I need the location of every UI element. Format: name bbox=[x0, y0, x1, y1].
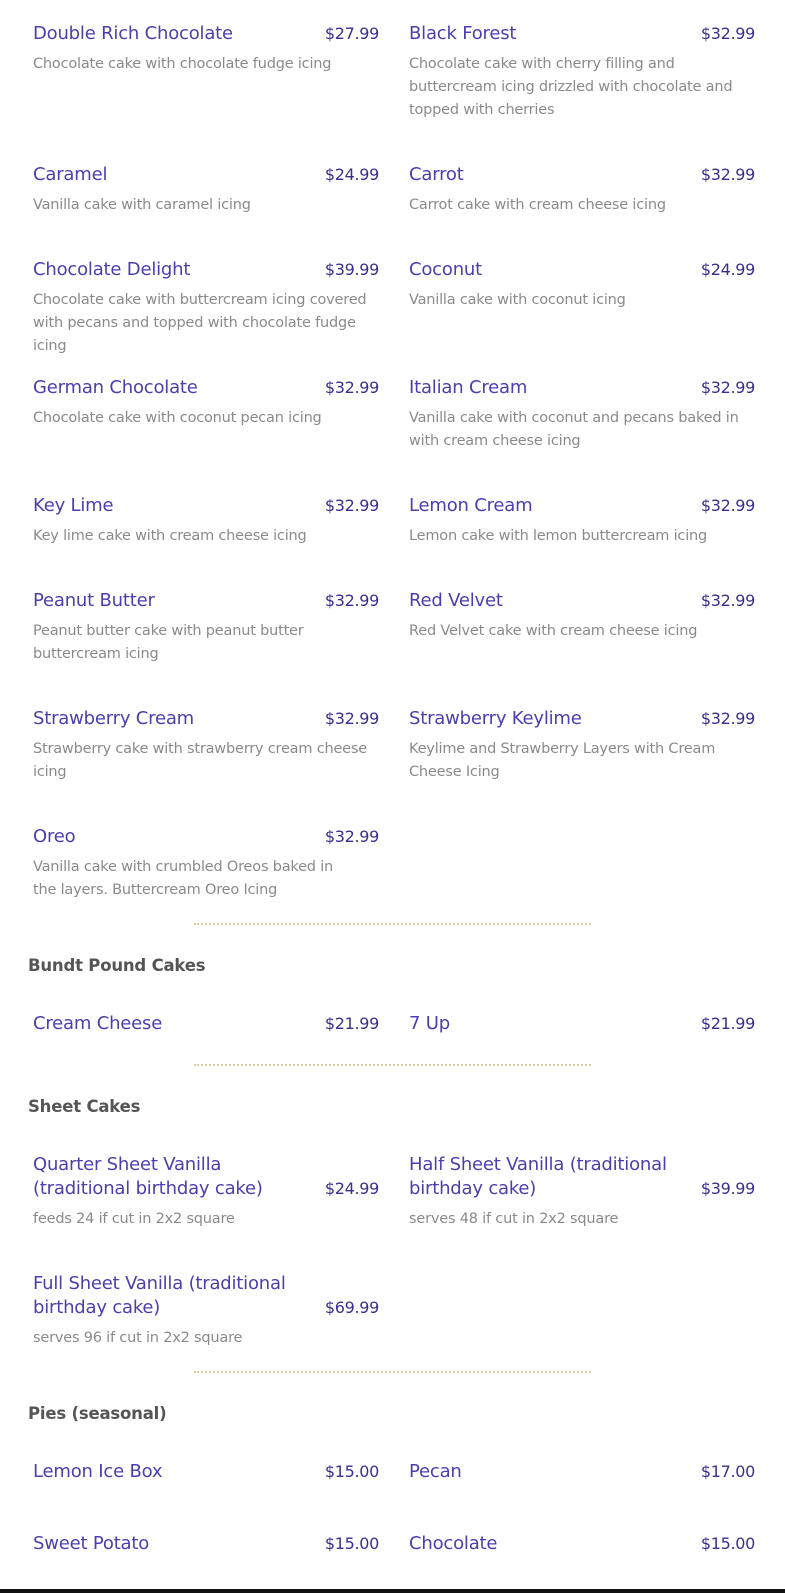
menu-item-cream-cheese[interactable] bbox=[33, 1012, 379, 1040]
menu-item-lemon-ice-box[interactable] bbox=[33, 1460, 379, 1488]
item-description: Strawberry cake with strawberry cream cheese icing bbox=[33, 741, 367, 780]
item-description: Lemon cake with lemon buttercream icing bbox=[409, 528, 708, 544]
menu-item-7-up[interactable] bbox=[409, 1012, 755, 1040]
item-description: Vanilla cake with crumbled Oreos baked in the layers. Buttercream Oreo Icing bbox=[33, 859, 334, 898]
item-price: $24.99 bbox=[324, 1179, 379, 1198]
item-name: Black Forest bbox=[409, 23, 517, 44]
item-price: $21.99 bbox=[700, 1014, 755, 1033]
item-name: Cream Cheese bbox=[33, 1013, 163, 1034]
item-price: $32.99 bbox=[700, 496, 755, 515]
menu-item-chocolate-delight[interactable] bbox=[33, 258, 379, 354]
section-heading-bundt-pound-cakes: Bundt Pound Cakes bbox=[28, 956, 206, 975]
item-name: Peanut Butter bbox=[33, 590, 155, 611]
item-price: $32.99 bbox=[700, 591, 755, 610]
section-divider bbox=[194, 1371, 591, 1373]
item-price: $15.00 bbox=[324, 1462, 379, 1481]
item-name: 7 Up bbox=[409, 1013, 450, 1034]
section-heading-sheet-cakes: Sheet Cakes bbox=[28, 1097, 141, 1116]
item-description: Keylime and Strawberry Layers with Cream Cheese Icing bbox=[409, 741, 716, 780]
menu-item-german-chocolate[interactable] bbox=[33, 376, 379, 436]
item-price: $32.99 bbox=[700, 709, 755, 728]
item-description: Chocolate cake with chocolate fudge icing bbox=[33, 56, 332, 72]
menu-item-strawberry-keylime[interactable] bbox=[409, 707, 755, 787]
item-name: Quarter Sheet Vanilla (traditional birthday cake) bbox=[33, 1154, 263, 1199]
item-price: $21.99 bbox=[324, 1014, 379, 1033]
item-description: Vanilla cake with coconut icing bbox=[409, 292, 626, 308]
item-price: $32.99 bbox=[324, 709, 379, 728]
item-price: $69.99 bbox=[324, 1298, 379, 1317]
menu-item-caramel[interactable] bbox=[33, 163, 379, 223]
item-description: Peanut butter cake with peanut butter buttercream icing bbox=[33, 623, 304, 662]
item-name: Pecan bbox=[409, 1461, 462, 1482]
menu-item-oreo[interactable] bbox=[33, 825, 379, 905]
menu-item-half-sheet-vanilla[interactable] bbox=[409, 1153, 755, 1233]
menu-item-lemon-cream[interactable] bbox=[409, 494, 755, 554]
menu-item-chocolate-pie[interactable] bbox=[409, 1532, 755, 1560]
item-name: Caramel bbox=[33, 164, 108, 185]
item-name: Strawberry Cream bbox=[33, 708, 195, 729]
item-name: Chocolate Delight bbox=[33, 259, 191, 280]
item-name: German Chocolate bbox=[33, 377, 198, 398]
item-price: $39.99 bbox=[700, 1179, 755, 1198]
section-divider bbox=[194, 1064, 591, 1066]
item-name: Red Velvet bbox=[409, 590, 503, 611]
item-name: Sweet Potato bbox=[33, 1533, 150, 1554]
item-price: $32.99 bbox=[324, 591, 379, 610]
menu-item-double-rich-chocolate[interactable] bbox=[33, 22, 379, 82]
menu-item-coconut[interactable] bbox=[409, 258, 755, 318]
item-price: $17.00 bbox=[700, 1462, 755, 1481]
menu-item-peanut-butter[interactable] bbox=[33, 589, 379, 669]
menu-item-strawberry-cream[interactable] bbox=[33, 707, 379, 787]
section-heading-pies: Pies (seasonal) bbox=[28, 1404, 167, 1423]
item-price: $15.00 bbox=[700, 1534, 755, 1553]
item-price: $32.99 bbox=[700, 24, 755, 43]
item-name: Half Sheet Vanilla (traditional birthday cake) bbox=[409, 1154, 667, 1199]
menu-item-sweet-potato[interactable] bbox=[33, 1532, 379, 1560]
item-name: Lemon Cream bbox=[409, 495, 533, 516]
item-name: Key Lime bbox=[33, 495, 114, 516]
menu-item-quarter-sheet-vanilla[interactable] bbox=[33, 1153, 379, 1233]
item-price: $24.99 bbox=[700, 260, 755, 279]
item-price: $27.99 bbox=[324, 24, 379, 43]
menu-item-full-sheet-vanilla[interactable] bbox=[33, 1272, 379, 1352]
item-description: Chocolate cake with cherry filling and buttercream icing drizzled with chocolate and topped with cherries bbox=[409, 56, 733, 118]
item-name: Chocolate bbox=[409, 1533, 498, 1554]
item-description: Chocolate cake with buttercream icing covered with pecans and topped with chocolate fudge icing bbox=[33, 292, 367, 354]
item-price: $32.99 bbox=[700, 378, 755, 397]
menu-item-key-lime[interactable] bbox=[33, 494, 379, 554]
item-price: $39.99 bbox=[324, 260, 379, 279]
item-description: Vanilla cake with caramel icing bbox=[33, 197, 251, 213]
menu-item-pecan[interactable] bbox=[409, 1460, 755, 1488]
item-description: serves 48 if cut in 2x2 square bbox=[409, 1211, 619, 1227]
item-description: feeds 24 if cut in 2x2 square bbox=[33, 1211, 235, 1227]
item-name: Double Rich Chocolate bbox=[33, 23, 233, 44]
section-divider bbox=[194, 923, 591, 925]
item-price: $24.99 bbox=[324, 165, 379, 184]
item-name: Strawberry Keylime bbox=[409, 708, 582, 729]
item-price: $32.99 bbox=[324, 496, 379, 515]
menu-item-italian-cream[interactable] bbox=[409, 376, 755, 456]
item-description: Red Velvet cake with cream cheese icing bbox=[409, 623, 698, 639]
item-description: Chocolate cake with coconut pecan icing bbox=[33, 410, 322, 426]
menu-item-black-forest[interactable] bbox=[409, 22, 755, 122]
item-price: $15.00 bbox=[324, 1534, 379, 1553]
menu-item-red-velvet[interactable] bbox=[409, 589, 755, 649]
item-description: Vanilla cake with coconut and pecans baked in with cream cheese icing bbox=[409, 410, 739, 449]
item-name: Italian Cream bbox=[409, 377, 528, 398]
bottom-border bbox=[0, 1589, 785, 1593]
item-name: Lemon Ice Box bbox=[33, 1461, 163, 1482]
item-description: Carrot cake with cream cheese icing bbox=[409, 197, 666, 213]
item-name: Carrot bbox=[409, 164, 464, 185]
item-price: $32.99 bbox=[700, 165, 755, 184]
menu-item-carrot[interactable] bbox=[409, 163, 755, 223]
item-price: $32.99 bbox=[324, 378, 379, 397]
item-price: $32.99 bbox=[324, 827, 379, 846]
item-name: Oreo bbox=[33, 826, 76, 847]
item-name: Coconut bbox=[409, 259, 482, 280]
item-description: Key lime cake with cream cheese icing bbox=[33, 528, 307, 544]
item-name: Full Sheet Vanilla (traditional birthday cake) bbox=[33, 1273, 286, 1318]
item-description: serves 96 if cut in 2x2 square bbox=[33, 1330, 243, 1346]
